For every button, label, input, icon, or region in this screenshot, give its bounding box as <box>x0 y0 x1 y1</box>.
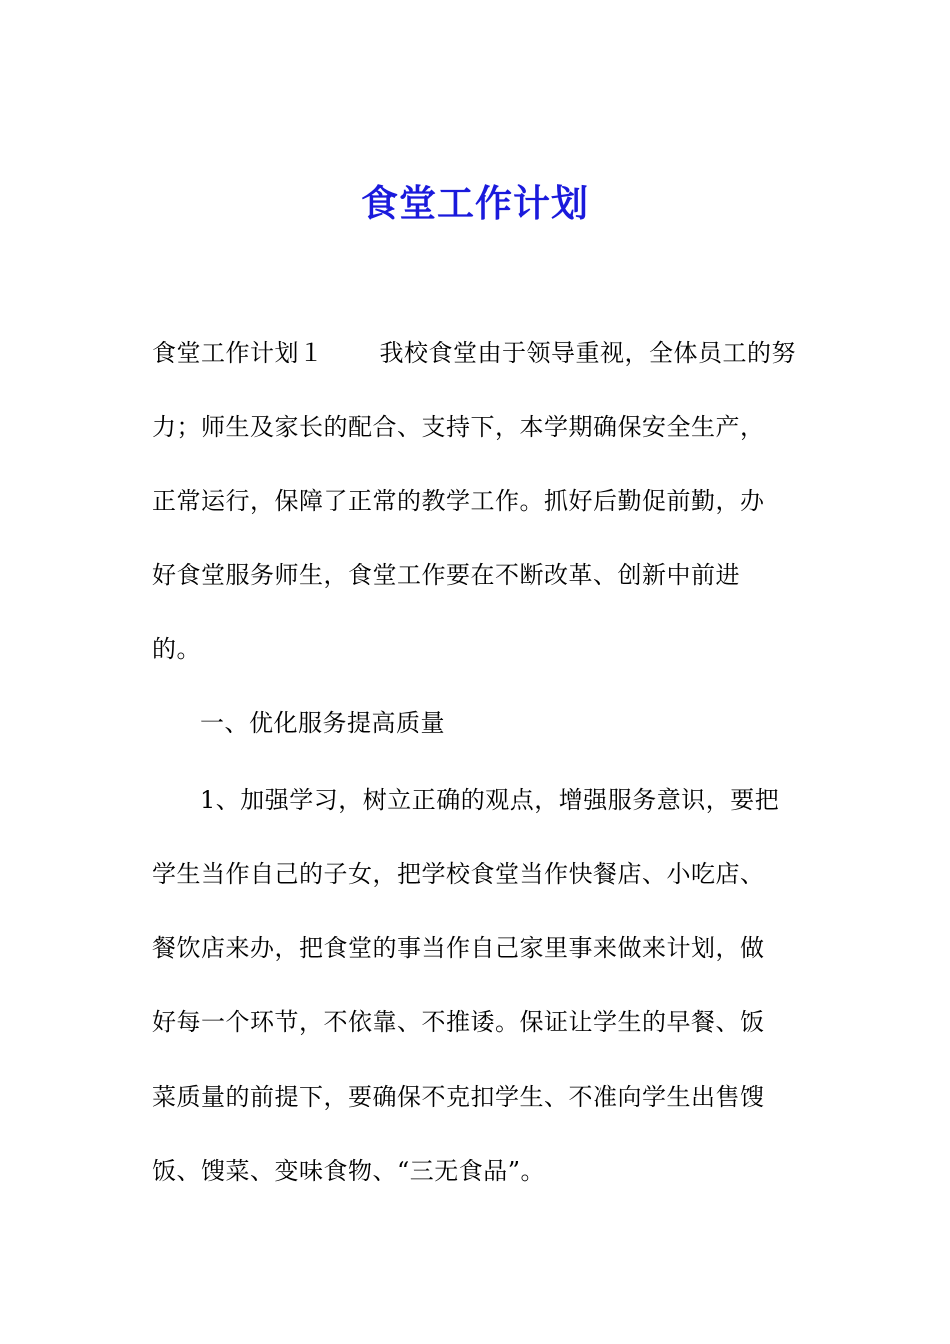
document-title: 食堂工作计划 <box>361 181 589 225</box>
paragraph-line: 好每一个环节，不依靠、不推诿。保证让学生的早餐、饭 <box>152 1008 765 1036</box>
paragraph-line: 力；师生及家长的配合、支持下，本学期确保安全生产， <box>152 413 765 441</box>
paragraph-line: 好食堂服务师生，食堂工作要在不断改革、创新中前进 <box>152 561 740 589</box>
paragraph-line: 1、加强学习，树立正确的观点，增强服务意识，要把 <box>200 786 780 814</box>
paragraph-line: 餐饮店来办，把食堂的事当作自己家里事来做来计划，做 <box>152 934 765 962</box>
paragraph-line: 学生当作自己的子女，把学校食堂当作快餐店、小吃店、 <box>152 860 765 888</box>
section-heading: 一、优化服务提高质量 <box>200 709 445 737</box>
paragraph-line: 正常运行，保障了正常的教学工作。抓好后勤促前勤，办 <box>152 487 765 515</box>
section-heading: 食堂工作计划１ <box>152 339 324 367</box>
paragraph-text: 我校食堂由于领导重视，全体员工的努 <box>379 339 796 367</box>
paragraph-line <box>152 336 796 370</box>
paragraph-line: 饭、馊菜、变味食物、“三无食品”。 <box>152 1157 546 1185</box>
paragraph-line: 菜质量的前提下，要确保不克扣学生、不准向学生出售馊 <box>152 1083 765 1111</box>
paragraph-line: 的。 <box>152 635 201 663</box>
